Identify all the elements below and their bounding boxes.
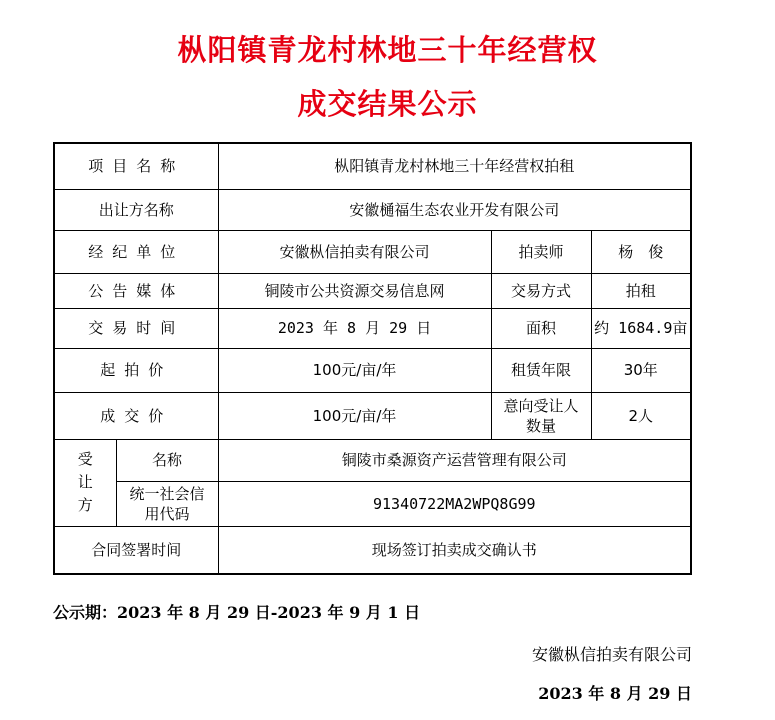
area-value: 约 1684.9亩 [591,308,691,348]
time-label: 交易时间 [54,308,218,348]
project-name-value: 枞阳镇青龙村林地三十年经营权拍租 [218,143,691,189]
start-price-value: 100元/亩/年 [218,348,491,392]
publicity-period: 公示期：2023 年 8 月 29 日-2023 年 9 月 1 日 [53,603,421,622]
row-time [54,308,691,348]
signing-value: 现场签订拍卖成交确认书 [218,526,691,574]
notice-title-line1: 枞阳镇青龙村林地三十年经营权 [177,33,598,67]
media-label: 公告媒体 [54,273,218,308]
credit-code-value: 91340722MA2WPQ8G99 [218,481,691,526]
row-start-price [54,348,691,392]
project-name-label: 项目名称 [54,143,218,189]
auctioneer-label: 拍卖师 [491,230,591,273]
method-value: 拍租 [591,273,691,308]
start-price-label: 起拍价 [54,348,218,392]
issuer-company: 安徽枞信拍卖有限公司 [531,645,692,664]
time-value: 2023 年 8 月 29 日 [218,308,491,348]
deal-price-label: 成交价 [54,392,218,439]
transferor-value: 安徽樋福生态农业开发有限公司 [218,189,691,230]
auctioneer-value: 杨 俊 [591,230,691,273]
signing-label: 合同签署时间 [54,526,218,574]
credit-code-label: 统一社会信用代码 [116,481,218,526]
row-project-name [54,143,691,189]
deal-price-value: 100元/亩/年 [218,392,491,439]
row-transferor [54,189,691,230]
bidders-value: 2人 [591,392,691,439]
lease-value: 30年 [591,348,691,392]
broker-label: 经纪单位 [54,230,218,273]
row-transferee-name [54,439,691,481]
transferee-label: 受让方 [54,439,116,526]
area-label: 面积 [491,308,591,348]
media-value: 铜陵市公共资源交易信息网 [218,273,491,308]
broker-value: 安徽枞信拍卖有限公司 [218,230,491,273]
bidders-label: 意向受让人数量 [491,392,591,439]
lease-label: 租赁年限 [491,348,591,392]
method-label: 交易方式 [491,273,591,308]
issue-date: 2023 年 8 月 29 日 [538,684,692,703]
row-credit-code [54,481,691,526]
transferee-name-value: 铜陵市桑源资产运营管理有限公司 [218,439,691,481]
result-table [53,142,692,575]
row-signing [54,526,691,574]
notice-title-line2: 成交结果公示 [297,87,478,121]
row-broker [54,230,691,273]
row-deal-price [54,392,691,439]
row-media [54,273,691,308]
transferor-label: 出让方名称 [54,189,218,230]
transferee-name-label: 名称 [116,439,218,481]
